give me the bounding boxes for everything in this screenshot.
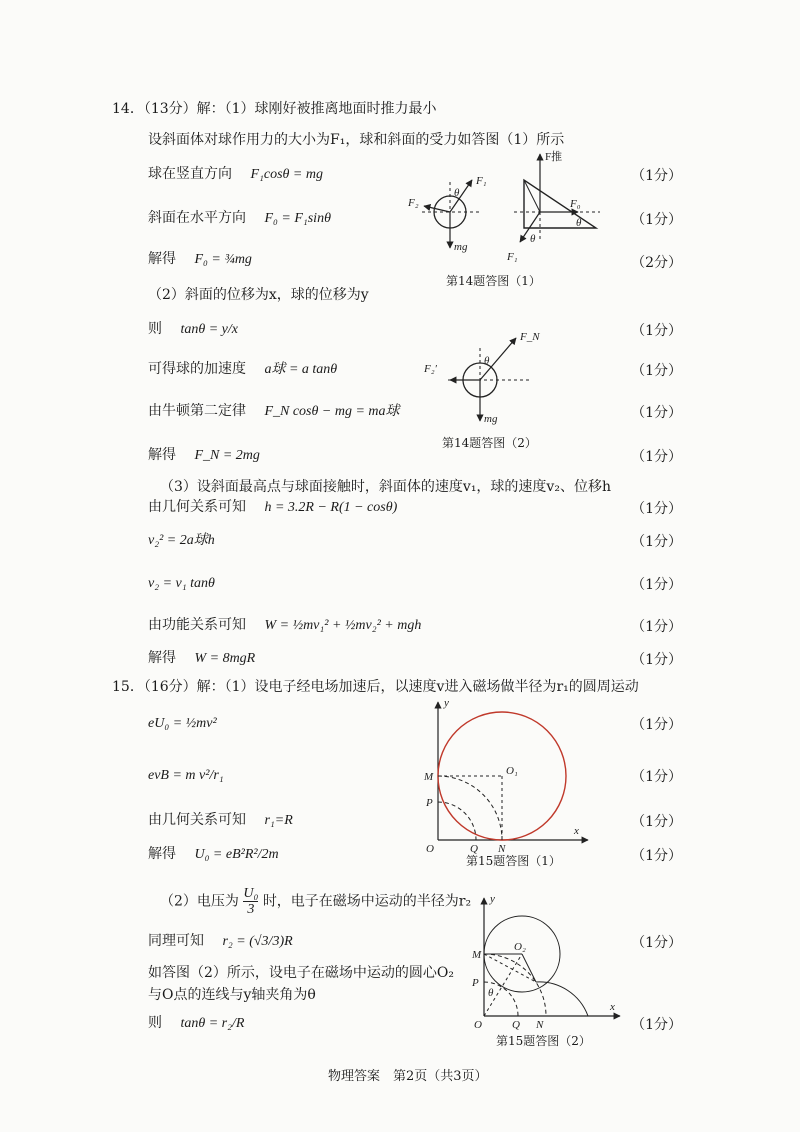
q14-line-9: v₂² = 2a球h: [148, 533, 215, 548]
q14-intro: 设斜面体对球作用力的大小为F₁，球和斜面的受力如答图（1）所示: [148, 132, 565, 148]
score: （1分）: [631, 935, 682, 951]
q14-line-1: 球在竖直方向 F₁cosθ = mg: [148, 166, 323, 182]
q14-line-2: 斜面在水平方向 F₀ = F₁sinθ: [148, 210, 331, 226]
q15-line-1: eU₀ = ½mv²: [148, 716, 217, 731]
score: （1分）: [631, 577, 682, 593]
caption-14-2: 第14题答图（2）: [442, 436, 537, 450]
q15-line-4: 解得 U₀ = eB²R²/2m: [148, 846, 279, 862]
figure-14-2: [420, 326, 570, 426]
q15-part2: （2）电压为 $\frac{\text{U₀}}{3}$ 时，电子在磁场中运动的半径为r₂: [160, 886, 472, 917]
score: （1分）: [631, 814, 682, 830]
svg-text:P: P: [472, 977, 479, 989]
q14-part2: （2）斜面的位移为x，球的位移为y: [148, 287, 369, 303]
score: （1分）: [631, 168, 682, 184]
svg-text:y: y: [490, 893, 495, 905]
label-theta2: θ: [484, 355, 490, 367]
caption-14-1: 第14题答图（1）: [446, 274, 541, 288]
svg-text:θ: θ: [488, 987, 494, 999]
svg-text:x: x: [574, 825, 579, 837]
q14-line-5: 可得球的加速度 a球 = a tanθ: [148, 361, 338, 377]
figure-14-1: [400, 150, 600, 280]
label-theta: θ: [454, 187, 460, 199]
q15-header: 15．（16分）解：（1）设电子经电场加速后，以速度v进入磁场做半径为r₁的圆周运动: [112, 679, 639, 695]
q15-p4: 与O点的连线与y轴夹角为θ: [148, 987, 316, 1003]
q14-line-3: 解得 F₀ = ¾mg: [148, 251, 252, 267]
score: （1分）: [631, 212, 682, 228]
label-F2: F₂: [408, 197, 419, 209]
label-mg: mg: [454, 241, 468, 253]
score: （1分）: [631, 405, 682, 421]
score: （1分）: [631, 449, 682, 465]
label-F1: F₁: [476, 175, 487, 187]
score: （1分）: [631, 534, 682, 550]
q14-line-8: 由几何关系可知 h = 3.2R − R(1 − cosθ): [148, 499, 398, 515]
q15-line-3: 由几何关系可知 r₁=R: [148, 812, 293, 828]
q14-line-11: 由功能关系可知 W = ½mv₁² + ½mv₂² + mgh: [148, 617, 422, 633]
q15-line-5: 同理可知 r₂ = (√3/3)R: [148, 933, 293, 949]
q14-header: 14．（13分）解：（1）球刚好被推离地面时推力最小: [112, 101, 437, 117]
q14-part3: （3）设斜面最高点与球面接触时，斜面体的速度v₁，球的速度v₂、位移h: [160, 479, 611, 495]
score: （1分）: [631, 501, 682, 517]
score: （1分）: [631, 848, 682, 864]
q15-line-2: evB = m v²/r₁: [148, 768, 224, 783]
score: （1分）: [631, 363, 682, 379]
score: （2分）: [631, 255, 682, 271]
label-F2p: F₂′: [424, 363, 437, 375]
label-Ftui: F推: [545, 151, 563, 163]
q14-line-6: 由牛顿第二定律 F_N cosθ − mg = ma球: [148, 403, 400, 419]
q15-line-6: 则 tanθ = r₂/R: [148, 1015, 245, 1031]
svg-text:M: M: [472, 949, 482, 961]
score: （1分）: [631, 1017, 682, 1033]
q14-line-4: 则 tanθ = y/x: [148, 321, 238, 337]
caption-15-2: 第15题答图（2）: [496, 1034, 591, 1048]
label-F1b: F₁: [507, 251, 518, 263]
q15-p3: 如答图（2）所示，设电子在磁场中运动的圆心O₂: [148, 965, 454, 981]
score: （1分）: [631, 769, 682, 785]
q14-line-10: v₂ = v₁ tanθ: [148, 576, 215, 591]
label-FN: F_N: [520, 331, 540, 343]
score: （1分）: [631, 619, 682, 635]
svg-text:P: P: [426, 797, 433, 809]
page-footer: 物理答案 第2页（共3页）: [328, 1069, 488, 1084]
svg-text:O: O: [474, 1019, 482, 1031]
svg-text:N: N: [498, 843, 506, 855]
svg-text:N: N: [536, 1019, 544, 1031]
svg-text:x: x: [610, 1001, 615, 1013]
svg-text:O₁: O₁: [506, 765, 518, 777]
caption-15-1: 第15题答图（1）: [466, 854, 561, 868]
figure-15-1: [420, 696, 600, 856]
svg-text:O: O: [426, 843, 434, 855]
q14-line-7: 解得 F_N = 2mg: [148, 447, 260, 463]
label-mg2: mg: [484, 413, 498, 425]
svg-text:y: y: [444, 697, 449, 709]
score: （1分）: [631, 323, 682, 339]
label-F0: F₀: [570, 198, 581, 210]
label-theta-wedge: θ: [576, 217, 582, 229]
score: （1分）: [631, 717, 682, 733]
svg-text:Q: Q: [470, 843, 478, 855]
score: （1分）: [631, 652, 682, 668]
svg-text:M: M: [424, 771, 434, 783]
q14-line-12: 解得 W = 8mgR: [148, 650, 256, 666]
figure-15-2: [470, 892, 630, 1032]
label-theta-wedge2: θ: [530, 233, 536, 245]
svg-text:O₂: O₂: [514, 941, 526, 953]
svg-text:Q: Q: [512, 1019, 520, 1031]
